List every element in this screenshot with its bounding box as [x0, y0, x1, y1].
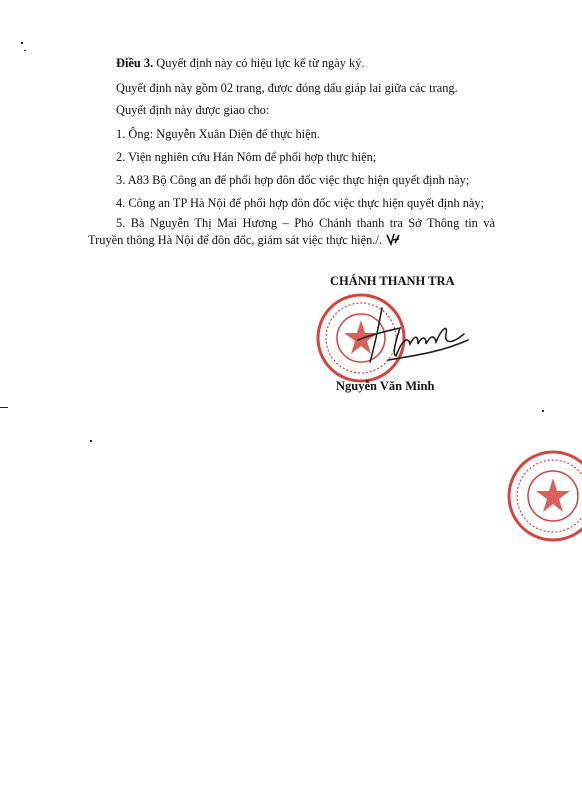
delivered-to-line: Quyết định này được giao cho:	[116, 103, 270, 117]
article-text: Quyết định này có hiệu lực kể từ ngày ký.	[156, 56, 365, 70]
recipient-item-5-line-2	[88, 232, 401, 248]
recipient-item-5-text: Truyền thông Hà Nội để đôn đốc, giám sát việc thực hiện./.	[88, 233, 382, 247]
article-heading: Điều 3.	[116, 56, 154, 70]
recipient-item-1: 1. Ông: Nguyễn Xuân Diện để thực hiện.	[116, 127, 320, 141]
signer-name: Nguyễn Văn Minh	[336, 379, 435, 393]
recipient-item-4: 4. Công an TP Hà Nội để phối hợp đôn đốc việc thực hiện quyết định này;	[116, 196, 485, 210]
scan-speck	[0, 407, 8, 408]
scan-speck	[21, 42, 23, 44]
signature-title: CHÁNH THANH TRA	[330, 274, 455, 288]
recipient-item-3: 3. A83 Bộ Công an để phối hợp đôn đốc việc thực hiện quyết định này;	[116, 173, 470, 187]
handwritten-signature	[352, 300, 472, 370]
scan-speck	[90, 440, 92, 442]
initial-mark-icon	[385, 232, 401, 246]
scan-speck	[24, 50, 26, 51]
article-3-line	[116, 55, 365, 71]
recipient-item-2: 2. Viện nghiên cứu Hán Nôm để phối hợp thực hiện;	[116, 150, 377, 164]
pages-line: Quyết định này gồm 02 trang, được đóng dấu giáp lai giữa các trang.	[116, 81, 458, 95]
recipient-item-5-line-1: 5. Bà Nguyễn Thị Mai Hương – Phó Chánh thanh tra Sở Thông tin và	[116, 216, 495, 230]
partial-seal-icon	[505, 448, 582, 543]
scan-speck	[542, 410, 544, 412]
